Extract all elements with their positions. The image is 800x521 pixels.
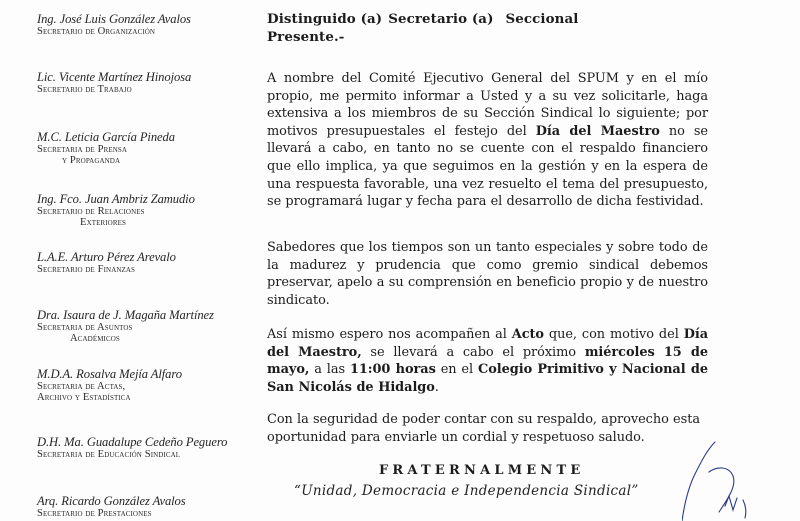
paragraph-text: que, con motivo del: [543, 327, 684, 342]
salutation-section: Seccional: [505, 11, 579, 27]
paragraph-farewell: Con la seguridad de poder contar con su respaldo, aprovecho esta oportunidad para enviarle un cordial y respetuoso saludo.: [267, 412, 700, 445]
union-motto: “Unidad, Democracia e Independencia Sindical”: [294, 483, 639, 499]
salutation: [267, 10, 578, 46]
member-name: M.C. Leticia García Pineda: [37, 130, 175, 144]
paragraph-text: se llevará a cabo el próximo: [361, 344, 585, 360]
member-role-continued: y Propaganda: [62, 155, 121, 166]
member-role: Secretaria de Asuntos: [37, 322, 133, 333]
paragraph-text: no se llevará a cabo, en tanto no se cuente con el respaldo financiero que ello implica, ya que seguimos en la gestión y en la espera de una respuesta favorable, una vez resuelto el tema del presupuesto, se programará lugar y fecha para el desarrollo de dicha festividad.: [267, 123, 708, 210]
member-name: Lic. Vicente Martínez Hinojosa: [37, 70, 192, 84]
roster-member: [37, 494, 262, 519]
member-name: Dra. Isaura de J. Magaña Martínez: [37, 308, 214, 322]
paragraph-understanding: Sabedores que los tiempos son un tanto especiales y sobre todo de la madurez y prudencia que como gremio sindical debemos preservar, apelo a su comprensión en beneficio propio y de nuestro sindicato.: [267, 240, 708, 308]
paragraph-event-invitation: [267, 326, 708, 396]
member-role-continued: Archivo y Estadística: [37, 392, 131, 403]
paragraph-text: Así mismo espero nos acompañen al: [267, 327, 512, 342]
paragraph-text: en el: [435, 362, 478, 378]
emphasis-teachers-day: Día del Maestro,: [267, 327, 708, 360]
handwritten-signature: [682, 440, 800, 521]
roster-member: [37, 308, 262, 344]
member-role: Secretario de Organización: [37, 26, 156, 37]
salutation-addressee: Distinguido (a): [267, 11, 383, 27]
member-name: Ing. José Luis González Avalos: [37, 12, 191, 26]
roster-member: [37, 435, 262, 460]
salutation-line-1: [267, 10, 578, 28]
member-role-continued: Exteriores: [80, 217, 126, 228]
roster-member: [37, 130, 262, 166]
member-role: Secretaria de Actas,: [37, 381, 126, 392]
roster-member: [37, 367, 262, 403]
paragraph-budget-notice: [267, 70, 708, 211]
salutation-line-2: Presente.-: [267, 29, 345, 45]
member-role: Secretario de Relaciones: [37, 206, 145, 217]
member-role: Secretario de Trabajo: [37, 84, 132, 95]
salutation-title: Secretario (a): [388, 11, 494, 27]
emphasis-act: Acto: [511, 327, 544, 342]
emphasis-teachers-day: Día del Maestro: [535, 123, 660, 139]
roster-member: [37, 250, 262, 275]
event-venue: Colegio Primitivo y Nacional de San Nicolás de Hidalgo: [267, 362, 708, 395]
member-role: Secretario de Finanzas: [37, 264, 136, 275]
member-name: L.A.E. Arturo Pérez Arevalo: [37, 250, 176, 264]
paragraph-text: .: [434, 379, 439, 395]
paragraph-text: a las: [309, 362, 350, 378]
event-time: 11:00 horas: [349, 362, 436, 378]
member-name: Ing. Fco. Juan Ambriz Zamudio: [37, 192, 195, 206]
member-role: Secretario de Prestaciones: [37, 508, 152, 519]
member-name: M.D.A. Rosalva Mejía Alfaro: [37, 367, 182, 381]
closing-fraternalmente: FRATERNALMENTE: [379, 463, 585, 478]
roster-member: [37, 70, 262, 95]
member-name: D.H. Ma. Guadalupe Cedeño Peguero: [37, 435, 228, 449]
member-role: Secretaria de Prensa: [37, 144, 128, 155]
member-role: Secretaria de Educación Sindical: [37, 449, 181, 460]
roster-member: [37, 192, 262, 228]
member-name: Arq. Ricardo González Avalos: [37, 494, 186, 508]
event-date: miércoles 15 de mayo,: [267, 344, 708, 378]
roster-member: [37, 12, 262, 37]
member-role-continued: Académicos: [70, 333, 120, 344]
paragraph-text: A nombre del Comité Ejecutivo General del SPUM y en el mío propio, me permito informar a Usted y a su vez solicitarle, haga extensiva a los miembros de su Sección Sindical lo siguiente; por motivos presupuestales el festejo del: [267, 71, 708, 139]
